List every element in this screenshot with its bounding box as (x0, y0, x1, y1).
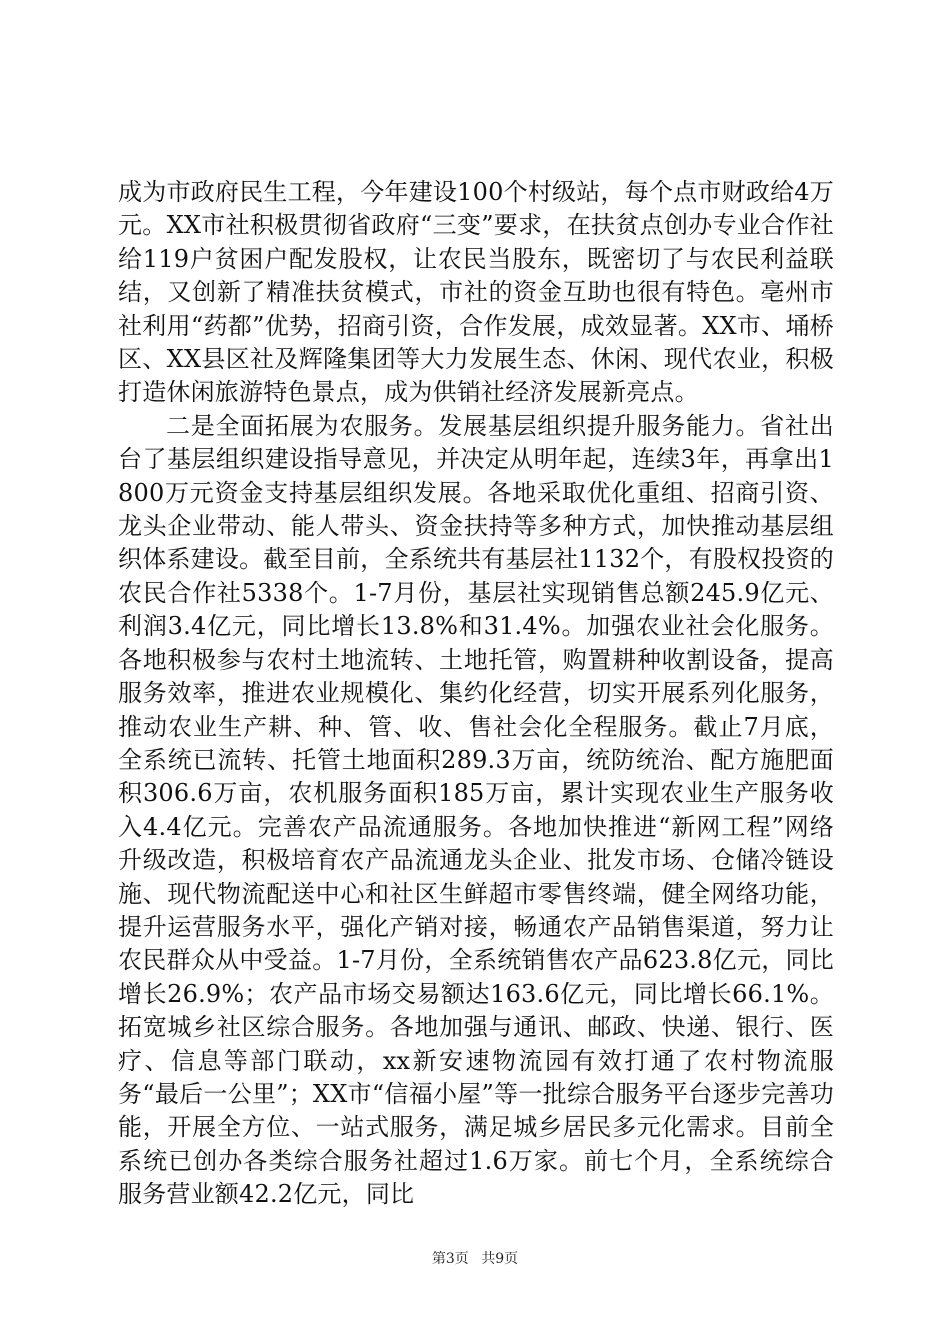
page-footer (0, 1249, 950, 1269)
document-body (118, 176, 834, 1212)
paragraph-2: 二是全面拓展为农服务。发展基层组织提升服务能力。省社出台了基层组织建设指导意见，并决定从明年起，连续3年，再拿出1800万元资金支持基层组织发展。各地采取优化重组、招商引资、龙头企业带动、能人带头、资金扶持等多种方式，加快推动基层组织体系建设。截至目前，全系统共有基层社1132个，有股权投资的农民合作社5338个。1-7月份，基层社实现销售总额245.9亿元、利润3.4亿元，同比增长13.8%和31.4%。加强农业社会化服务。各地积极参与农村土地流转、土地托管，购置耕种收割设备，提高服务效率，推进农业规模化、集约化经营，切实开展系列化服务，推动农业生产耕、种、管、收、售社会化全程服务。截止7月底，全系统已流转、托管土地面积289.3万亩，统防统治、配方施肥面积306.6万亩，农机服务面积185万亩，累计实现农业生产服务收入4.4亿元。完善农产品流通服务。各地加快推进“新网工程”网络升级改造，积极培育农产品流通龙头企业、批发市场、仓储冷链设施、现代物流配送中心和社区生鲜超市零售终端，健全网络功能，提升运营服务水平，强化产销对接，畅通农产品销售渠道，努力让农民群众从中受益。1-7月份，全系统销售农产品623.8亿元，同比增长26.9%；农产品市场交易额达163.6亿元，同比增长66.1%。拓宽城乡社区综合服务。各地加强与通讯、邮政、快递、银行、医疗、信息等部门联动，xx新安速物流园有效打通了农村物流服务“最后一公里”；XX市“信福小屋”等一批综合服务平台逐步完善功能，开展全方位、一站式服务，满足城乡居民多元化需求。目前全系统已创办各类综合服务社超过1.6万家。前七个月，全系统综合服务营业额42.2亿元，同比 (118, 411, 834, 1209)
paragraph-1: 成为市政府民生工程，今年建设100个村级站，每个点市财政给4万元。XX市社积极贯彻省政府“三变”要求，在扶贫点创办专业合作社给119户贫困户配发股权，让农民当股东，既密切了与农民利益联结，又创新了精准扶贫模式，市社的资金互助也很有特色。亳州市社利用“药都”优势，招商引资，合作发展，成效显著。XX市、埇桥区、XX县区社及辉隆集团等大力发展生态、休闲、现代农业，积极打造休闲旅游特色景点，成为供销社经济发展新亮点。 (118, 178, 834, 407)
page-total: 共9页 (481, 1251, 519, 1267)
page-number: 第3页 (431, 1251, 469, 1267)
